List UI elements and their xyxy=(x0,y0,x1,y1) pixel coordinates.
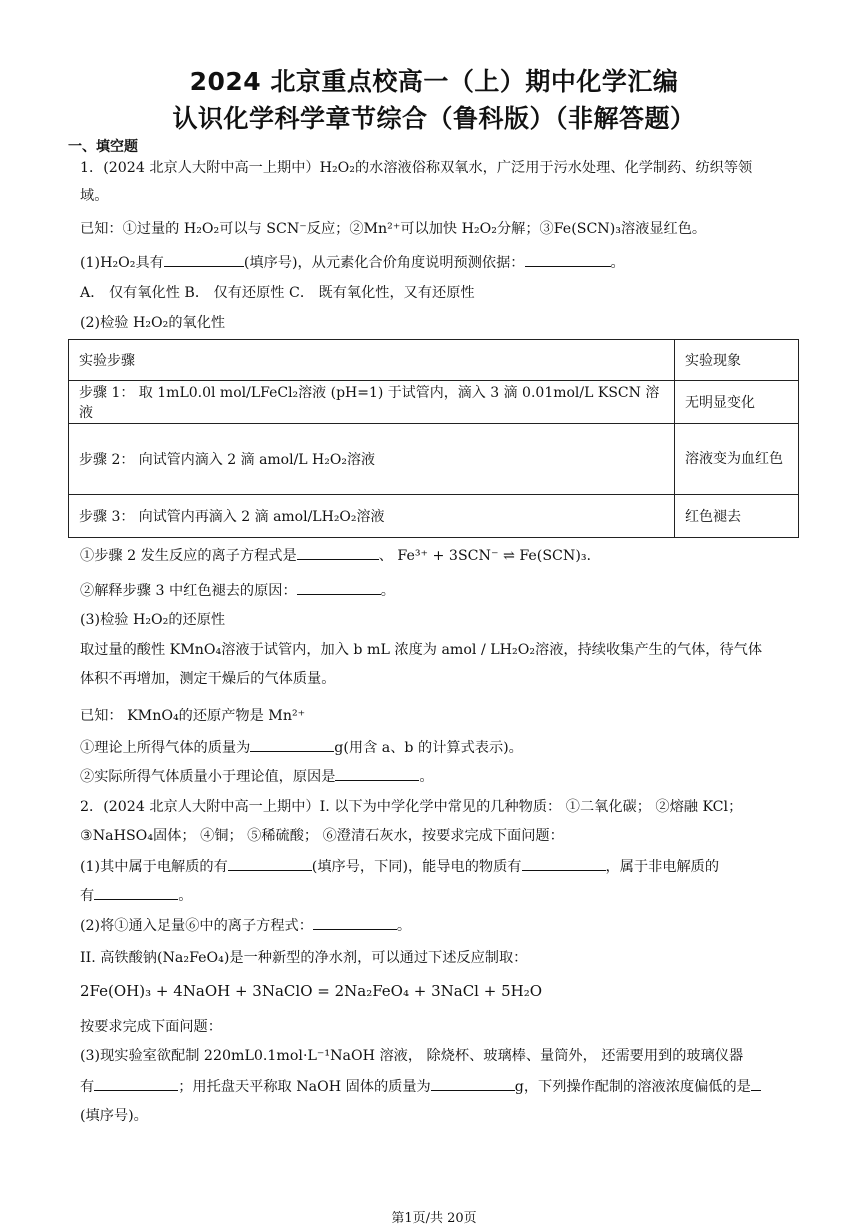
q2-part1 xyxy=(80,856,719,876)
answer-blank xyxy=(297,545,379,560)
q1-part3-line2: 体积不再增加，测定干燥后的气体质量。 xyxy=(80,671,336,687)
table-row xyxy=(69,495,799,538)
q1-known: 已知：①过量的 H₂O₂可以与 SCN⁻反应；②Mn²⁺可以加快 H₂O₂分解；③Fe(SCN)₃溶液显红色。 xyxy=(80,221,707,237)
q2-p1-text-c: ，属于非电解质的 xyxy=(605,859,720,875)
q2-reaction-equation: 2Fe(OH)₃ + 4NaOH + 3NaClO = 2Na₂FeO₄ + 3NaCl + 5H₂O xyxy=(80,982,543,1000)
q1-part3: (3)检验 H₂O₂的还原性 xyxy=(80,612,226,628)
q2-p2-text-b: 。 xyxy=(396,918,412,934)
q2-part2 xyxy=(80,915,411,935)
q1-s2-text-a: ②解释步骤 3 中红色褪去的原因： xyxy=(80,583,297,599)
q1-part1 xyxy=(80,252,625,272)
answer-blank xyxy=(525,252,611,267)
q2-requirement: 按要求完成下面问题： xyxy=(80,1019,222,1035)
q1-part1-text-b: (填序号)，从元素化合价角度说明预测依据： xyxy=(243,255,525,271)
table-cell-step: 步骤 2： 向试管内滴入 2 滴 amol/L H₂O₂溶液 xyxy=(69,424,675,495)
answer-blank xyxy=(297,580,381,595)
q2-p1-text-d: 有 xyxy=(80,888,95,904)
q1-step-question1 xyxy=(80,545,591,565)
answer-blank xyxy=(94,1076,178,1091)
table-cell-step: 步骤 1： 取 1mL0.0l mol/LFeCl₂溶液 (pH=1) 于试管内，滴入 3 滴 0.01mol/L KSCN 溶液 xyxy=(69,381,675,424)
page-footer: 第1页/共 20页 xyxy=(391,1211,477,1226)
q2-section-ii: II. 高铁酸钠(Na₂FeO₄)是一种新型的净水剂，可以通过下述反应制取： xyxy=(80,950,528,966)
q1-p3-1-text-a: ①理论上所得气体的质量为 xyxy=(80,740,251,756)
q2-p1-text-e: 。 xyxy=(178,888,193,904)
q2-part3-line3: (填序号)。 xyxy=(80,1108,148,1124)
q2-p1-text-a: (1)其中属于电解质的有 xyxy=(80,859,228,875)
q2-p3-text-c: g，下列操作配制的溶液浓度偏低的是 xyxy=(514,1079,751,1095)
answer-blank xyxy=(228,856,312,871)
table-header-phenomenon: 实验现象 xyxy=(675,340,799,381)
q2-stem-line1: 2．(2024 北京人大附中高一上期中）I. 以下为中学化学中常见的几种物质： ①二氧化碳； ②熔融 KCl； xyxy=(80,799,743,815)
answer-blank xyxy=(522,856,606,871)
answer-blank xyxy=(164,252,244,267)
q1-part3-question1 xyxy=(80,737,523,757)
q2-p1-text-b: (填序号，下同)，能导电的物质有 xyxy=(311,859,522,875)
q1-s1-text-b: 、 Fe³⁺ + 3SCN⁻ ⇌ Fe(SCN)₃. xyxy=(378,548,592,564)
table-cell-phenomenon: 溶液变为血红色 xyxy=(675,424,799,495)
q1-s1-text-a: ①步骤 2 发生反应的离子方程式是 xyxy=(80,548,297,564)
q2-p3-text-b: ；用托盘天平称取 NaOH 固体的质量为 xyxy=(178,1079,431,1095)
answer-blank xyxy=(751,1076,761,1091)
q2-part3-line1: (3)现实验室欲配制 220mL0.1mol·L⁻¹NaOH 溶液， 除烧杯、玻璃棒、量筒外， 还需要用到的玻璃仪器 xyxy=(80,1048,744,1064)
answer-blank xyxy=(431,1076,515,1091)
document-title-line2: 认识化学科学章节综合（鲁科版）（非解答题） xyxy=(172,104,696,133)
q1-part3-line1: 取过量的酸性 KMnO₄溶液于试管内，加入 b mL 浓度为 amol / LH₂O₂溶液，持续收集产生的气体，待气体 xyxy=(80,642,763,658)
q2-p3-text-a: 有 xyxy=(80,1079,95,1095)
q2-part1-cont xyxy=(80,885,192,905)
table-row xyxy=(69,381,799,424)
q1-part1-text-a: (1)H₂O₂具有 xyxy=(80,255,164,271)
table-row xyxy=(69,424,799,495)
experiment-table xyxy=(68,339,799,538)
table-cell-step: 步骤 3： 向试管内再滴入 2 滴 amol/LH₂O₂溶液 xyxy=(69,495,675,538)
answer-blank xyxy=(335,766,419,781)
answer-blank xyxy=(250,737,334,752)
q1-stem-line1: 1．(2024 北京人大附中高一上期中）H₂O₂的水溶液俗称双氧水，广泛用于污水处理、化学制药、纺织等领 xyxy=(80,160,753,176)
section-heading: 一、填空题 xyxy=(68,139,138,155)
q2-p2-text-a: (2)将①通入足量⑥中的离子方程式： xyxy=(80,918,313,934)
q1-options: A． 仅有氧化性 B． 仅有还原性 C． 既有氧化性，又有还原性 xyxy=(80,285,475,301)
q1-s2-text-b: 。 xyxy=(380,583,395,599)
q1-part3-question2 xyxy=(80,766,434,786)
q2-part3-line2 xyxy=(80,1076,761,1096)
q2-stem-line2: ③NaHSO₄固体； ④铜； ⑤稀硫酸； ⑥澄清石灰水，按要求完成下面问题： xyxy=(80,828,564,844)
q1-p3-2-text-b: 。 xyxy=(419,769,434,785)
document-title-line1: 2024 北京重点校高一（上）期中化学汇编 xyxy=(189,67,679,96)
table-header-step: 实验步骤 xyxy=(69,340,675,381)
q1-part1-text-c: 。 xyxy=(610,255,625,271)
q1-p3-2-text-a: ②实际所得气体质量小于理论值，原因是 xyxy=(80,769,336,785)
table-cell-phenomenon: 红色褪去 xyxy=(675,495,799,538)
answer-blank xyxy=(94,885,178,900)
q1-part2: (2)检验 H₂O₂的氧化性 xyxy=(80,315,226,331)
q1-step-question2 xyxy=(80,580,395,600)
q1-p3-1-text-b: g(用含 a、b 的计算式表示)。 xyxy=(334,740,523,756)
table-cell-phenomenon: 无明显变化 xyxy=(675,381,799,424)
q1-stem-line2: 域。 xyxy=(80,188,109,204)
answer-blank xyxy=(313,915,397,930)
q1-part3-known: 已知： KMnO₄的还原产物是 Mn²⁺ xyxy=(80,708,306,724)
